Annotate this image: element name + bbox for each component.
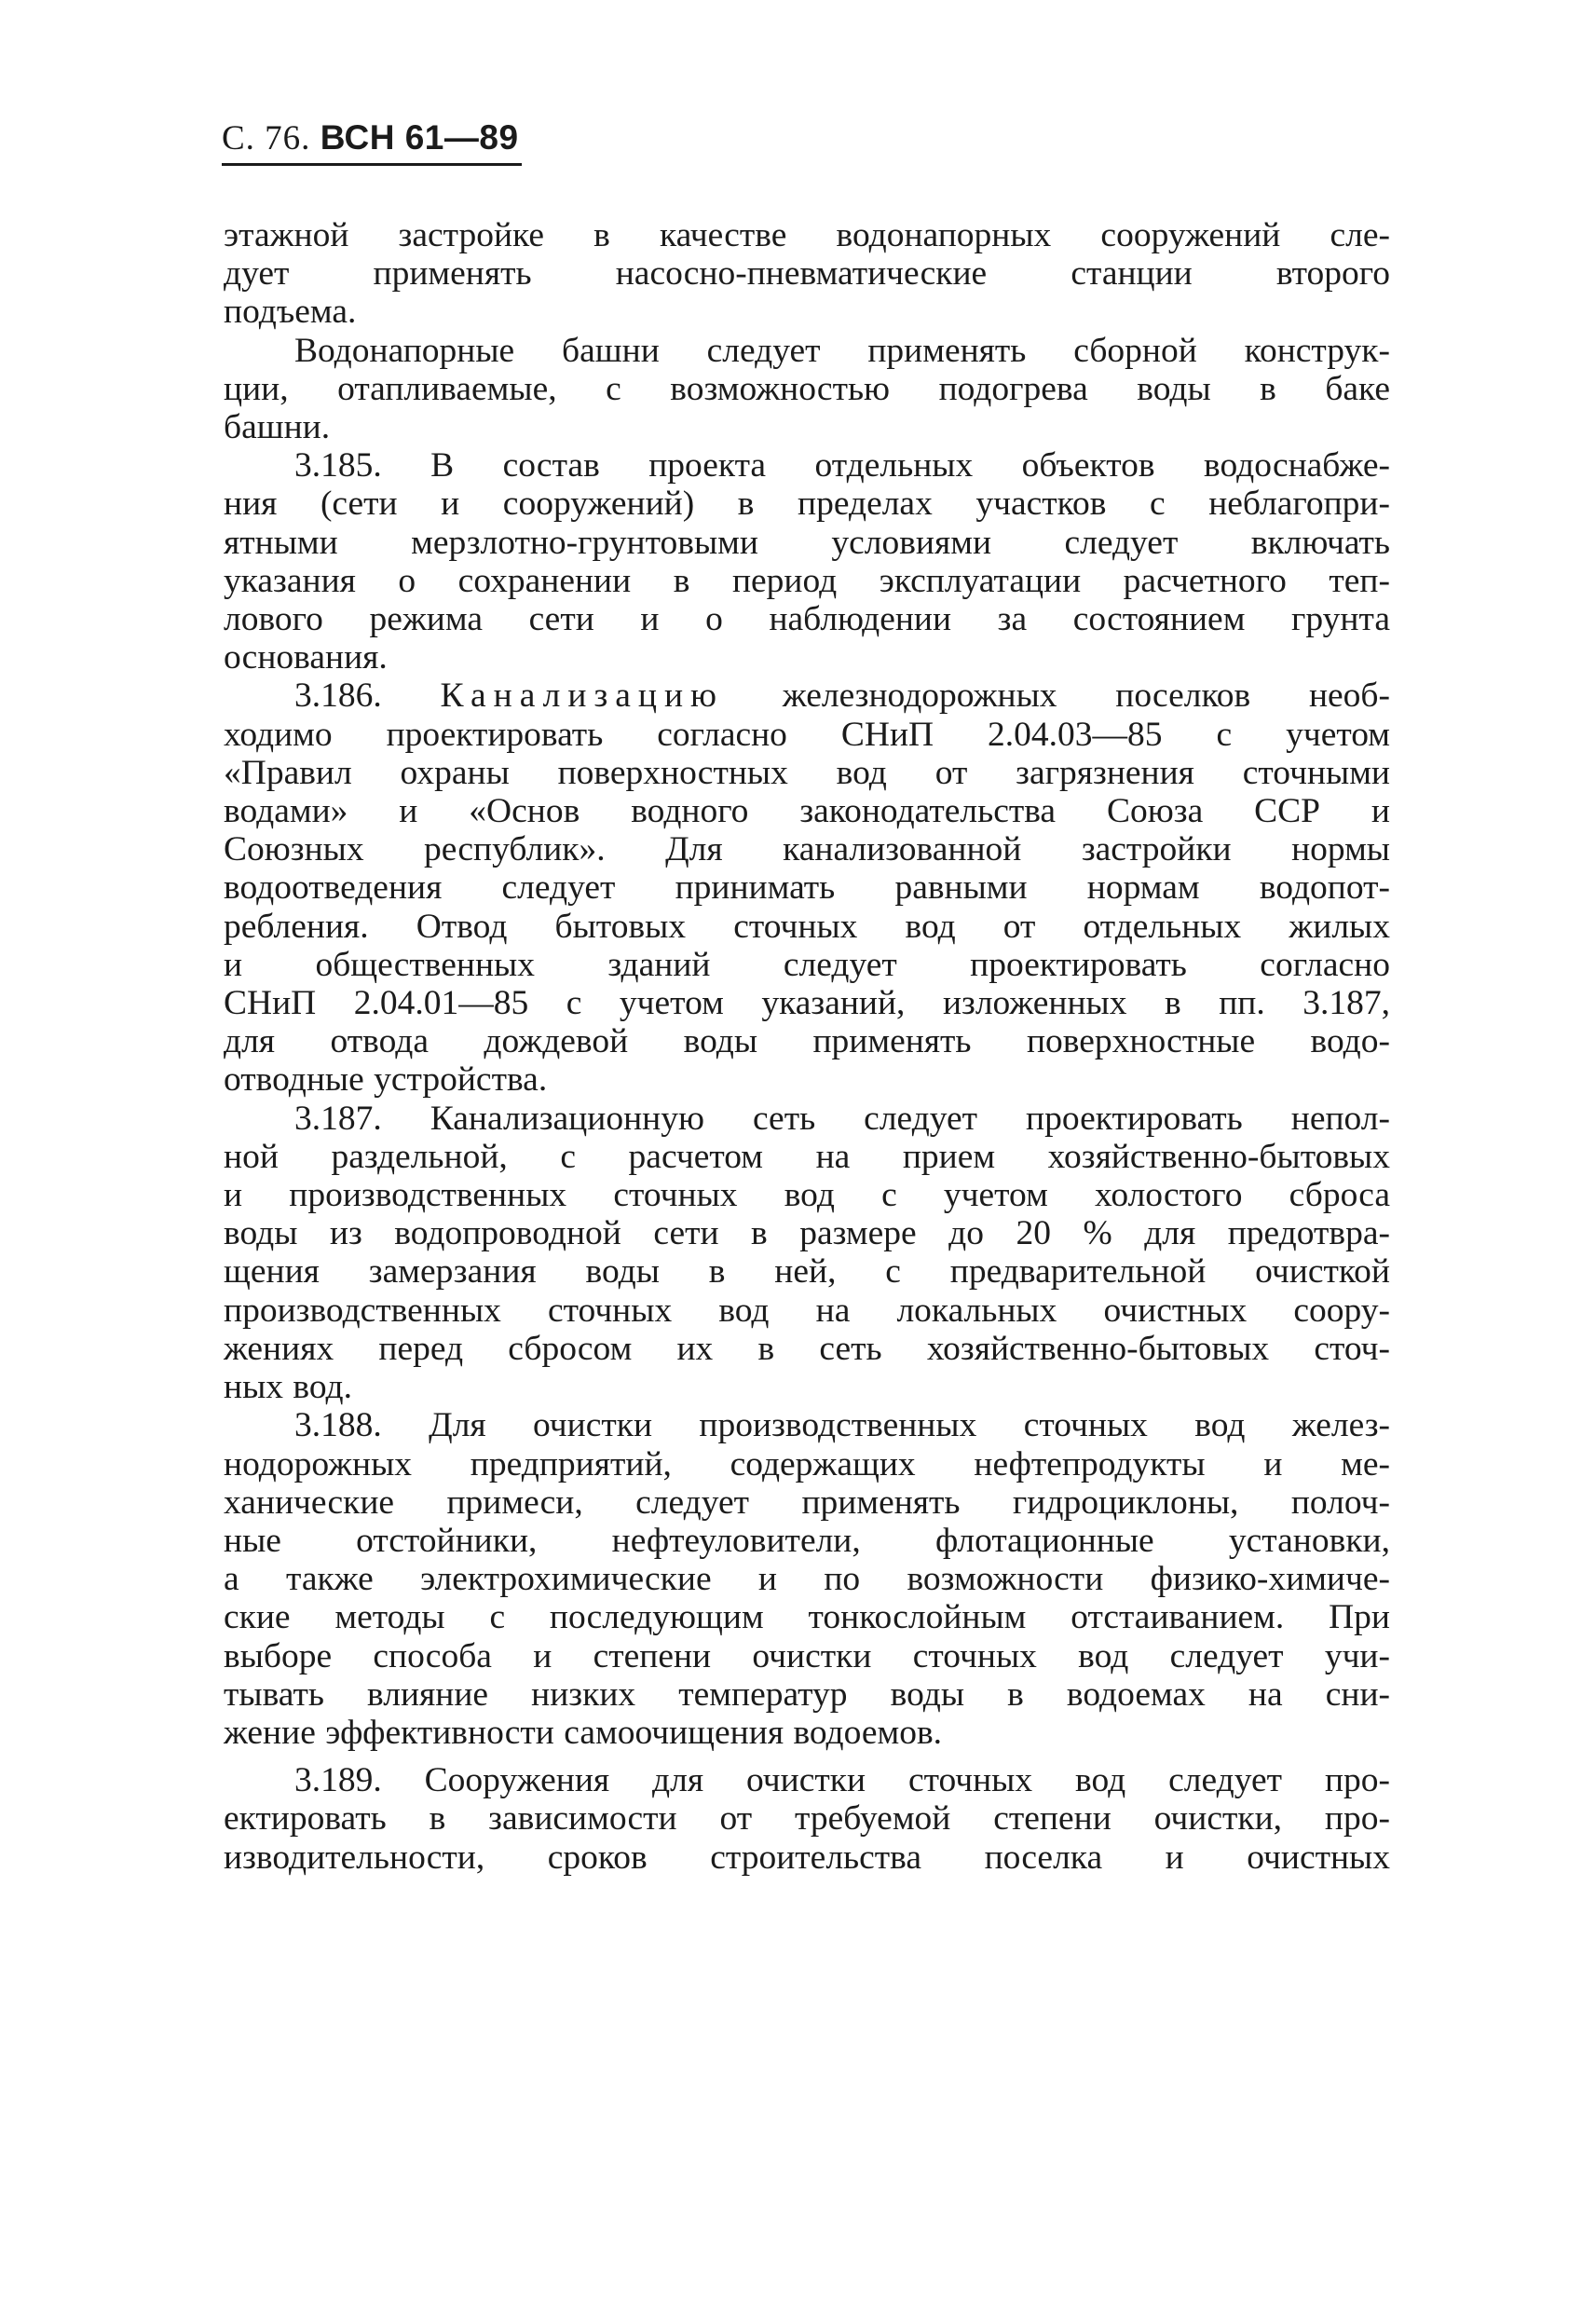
page-header (222, 117, 519, 159)
paragraph-3-186 (224, 677, 1390, 1099)
text-line: нодорожных предприятий, содержащих нефтепродукты и ме- (224, 1444, 1390, 1483)
paragraph-3-185 (224, 446, 1390, 677)
text-line: тывать влияние низких температур воды в водоемах на сни- (224, 1675, 1390, 1714)
text-line: жение эффективности самоочищения водоемов. (224, 1713, 943, 1752)
text-line: и производственных сточных вод с учетом холостого сброса (224, 1176, 1390, 1215)
text-line (224, 677, 1390, 715)
text-line: «Правил охраны поверхностных вод от загрязнения сточными (224, 753, 1390, 792)
text-line: жениях перед сбросом их в сеть хозяйственно-бытовых сточ- (224, 1329, 1390, 1368)
paragraph-3-189 (224, 1761, 1390, 1877)
text-line: а также электрохимические и по возможности физико-химиче- (224, 1560, 1390, 1599)
document-code: ВСН 61—89 (320, 118, 519, 157)
text-line: ния (сети и сооружений) в пределах участков с неблагопри- (224, 485, 1390, 524)
text-line: основания. (224, 638, 388, 677)
text-line: ектировать в зависимости от требуемой степени очистки, про- (224, 1799, 1390, 1839)
text-line: ребления. Отвод бытовых сточных вод от отдельных жилых (224, 907, 1390, 946)
text-line: для отвода дождевой воды применять поверхностные водо- (224, 1022, 1390, 1061)
text-line: водоотведения следует принимать равными нормам водопот- (224, 868, 1390, 908)
header-underline (222, 163, 522, 166)
text-line: 3.189. Сооружения для очистки сточных вод следует про- (294, 1761, 1390, 1800)
text-line: указания о сохранении в период эксплуатации расчетного теп- (224, 561, 1390, 600)
text-line: ские методы с последующим тонкослойным отстаиванием. При (224, 1598, 1390, 1637)
text-line: изводительности, сроков строительства поселка и очистных (224, 1838, 1390, 1877)
paragraph-3-188 (224, 1406, 1390, 1752)
text-line: дует применять насосно-пневматические станции второго (224, 254, 1390, 294)
text-line: воды из водопроводной сети в размере до 20 % для предотвра- (224, 1214, 1390, 1253)
text-fragment: железнодорожных поселков необ- (782, 677, 1390, 716)
body-text (224, 216, 1390, 1877)
text-line: ятными мерзлотно-грунтовыми условиями следует включать (224, 523, 1390, 562)
text-line: Водонапорные башни следует применять сборной конструк- (294, 331, 1390, 370)
text-line: подъема. (224, 293, 357, 332)
text-line: этажной застройке в качестве водонапорных сооружений сле- (224, 216, 1390, 254)
clause-number: 3.186. (294, 677, 382, 716)
spaced-term: Канализацию (440, 677, 725, 716)
text-line: ходимо проектировать согласно СНиП 2.04.03—85 с учетом (224, 715, 1390, 754)
text-line: щения замерзания воды в ней, с предварительной очисткой (224, 1252, 1390, 1292)
text-line: 3.188. Для очистки производственных сточных вод желез- (294, 1406, 1390, 1445)
paragraph-3-187 (224, 1100, 1390, 1407)
text-line: производственных сточных вод на локальных очистных соору- (224, 1291, 1390, 1330)
text-line: ных вод. (224, 1368, 352, 1407)
text-line: СНиП 2.04.01—85 с учетом указаний, изложенных в пп. 3.187, (224, 984, 1390, 1023)
text-line: ной раздельной, с расчетом на прием хозяйственно-бытовых (224, 1137, 1390, 1176)
text-line: и общественных зданий следует проектировать согласно (224, 945, 1390, 984)
text-line: ные отстойники, нефтеуловители, флотационные установки, (224, 1521, 1390, 1560)
text-line: отводные устройства. (224, 1060, 548, 1100)
text-line: башни. (224, 408, 331, 447)
text-line: водами» и «Основ водного законодательства Союза ССР и (224, 792, 1390, 831)
text-line: ции, отапливаемые, с возможностью подогрева воды в баке (224, 369, 1390, 408)
page-number: С. 76. (222, 119, 311, 157)
paragraph-water-towers (224, 332, 1390, 447)
text-line: 3.187. Канализационную сеть следует проектировать непол- (294, 1099, 1390, 1138)
text-line: выборе способа и степени очистки сточных вод следует учи- (224, 1636, 1390, 1675)
text-line: 3.185. В состав проекта отдельных объектов водоснабже- (294, 446, 1390, 485)
text-line: лового режима сети и о наблюдении за состоянием грунта (224, 600, 1390, 639)
text-line: ханические примеси, следует применять гидроциклоны, полоч- (224, 1483, 1390, 1522)
text-line: Союзных республик». Для канализованной застройки нормы (224, 830, 1390, 869)
paragraph-continuation (224, 216, 1390, 332)
